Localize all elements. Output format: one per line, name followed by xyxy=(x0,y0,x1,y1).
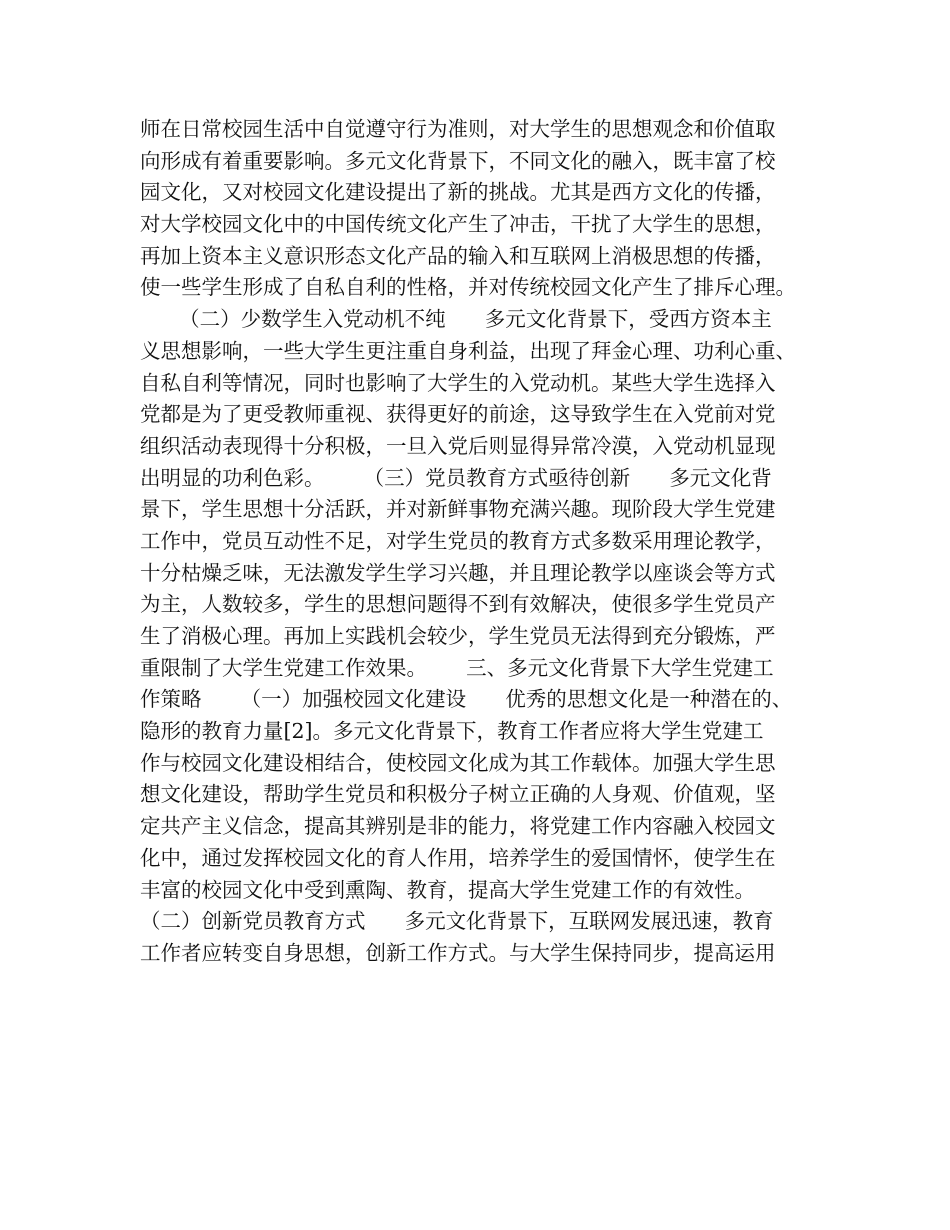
text-line: 组织活动表现得十分积极，一旦入党后则显得异常冷漠，入党动机显现 xyxy=(140,433,776,458)
text-line: 义思想影响，一些大学生更注重自身利益，出现了拜金心理、功利心重、 xyxy=(140,338,796,363)
text-line: 工作中，党员互动性不足，对学生党员的教育方式多数采用理论教学， xyxy=(140,528,776,553)
text-line: 为主，人数较多，学生的思想问题得不到有效解决，使很多学生党员产 xyxy=(140,592,776,617)
text-line: 对大学校园文化中的中国传统文化产生了冲击，干扰了大学生的思想， xyxy=(140,212,776,237)
text-line: 党都是为了更受教师重视、获得更好的前途，这导致学生在入党前对党 xyxy=(140,402,776,427)
text-line: 自私自利等情况，同时也影响了大学生的入党动机。某些大学生选择入 xyxy=(140,370,776,395)
text-line: 景下，学生思想十分活跃，并对新鲜事物充满兴趣。现阶段大学生党建 xyxy=(140,497,776,522)
text-line: 丰富的校园文化中受到熏陶、教育，提高大学生党建工作的有效性。 xyxy=(140,877,755,902)
text-line: 隐形的教育力量[2]。多元文化背景下，教育工作者应将大学生党建工 xyxy=(140,719,764,744)
text-line: 定共产主义信念，提高其辨别是非的能力，将党建工作内容融入校园文 xyxy=(140,814,776,839)
text-line: （二）少数学生入党动机不纯 多元文化背景下，受西方资本主 xyxy=(140,307,772,332)
text-line: 工作者应转变自身思想，创新工作方式。与大学生保持同步，提高运用 xyxy=(140,940,776,965)
text-line: 使一些学生形成了自私自利的性格，并对传统校园文化产生了排斥心理。 xyxy=(140,275,796,300)
text-line: 出明显的功利色彩。 （三）党员教育方式亟待创新 多元文化背 xyxy=(140,465,772,490)
text-line: 作策略 （一）加强校园文化建设 优秀的思想文化是一种潜在的、 xyxy=(140,687,793,712)
text-line: 向形成有着重要影响。多元文化背景下，不同文化的融入，既丰富了校 xyxy=(140,148,776,173)
text-line: 想文化建设，帮助学生党员和积极分子树立正确的人身观、价值观，坚 xyxy=(140,782,776,807)
text-line: 十分枯燥乏味，无法激发学生学习兴趣，并且理论教学以座谈会等方式 xyxy=(140,560,776,585)
body-text xyxy=(140,114,840,970)
text-line: 师在日常校园生活中自觉遵守行为准则，对大学生的思想观念和价值取 xyxy=(140,117,776,141)
text-line: 作与校园文化建设相结合，使校园文化成为其工作载体。加强大学生思 xyxy=(140,750,776,775)
text-line: 园文化，又对校园文化建设提出了新的挑战。尤其是西方文化的传播， xyxy=(140,180,776,205)
text-line: 生了消极心理。再加上实践机会较少，学生党员无法得到充分锻炼，严 xyxy=(140,624,776,648)
text-line: 再加上资本主义意识形态文化产品的输入和互联网上消极思想的传播， xyxy=(140,243,776,268)
text-line: （二）创新党员教育方式 多元文化背景下，互联网发展迅速，教育 xyxy=(140,909,774,934)
text-line: 重限制了大学生党建工作效果。 三、多元文化背景下大学生党建工 xyxy=(140,655,774,680)
text-line: 化中，通过发挥校园文化的育人作用，培养学生的爱国情怀，使学生在 xyxy=(140,845,776,870)
